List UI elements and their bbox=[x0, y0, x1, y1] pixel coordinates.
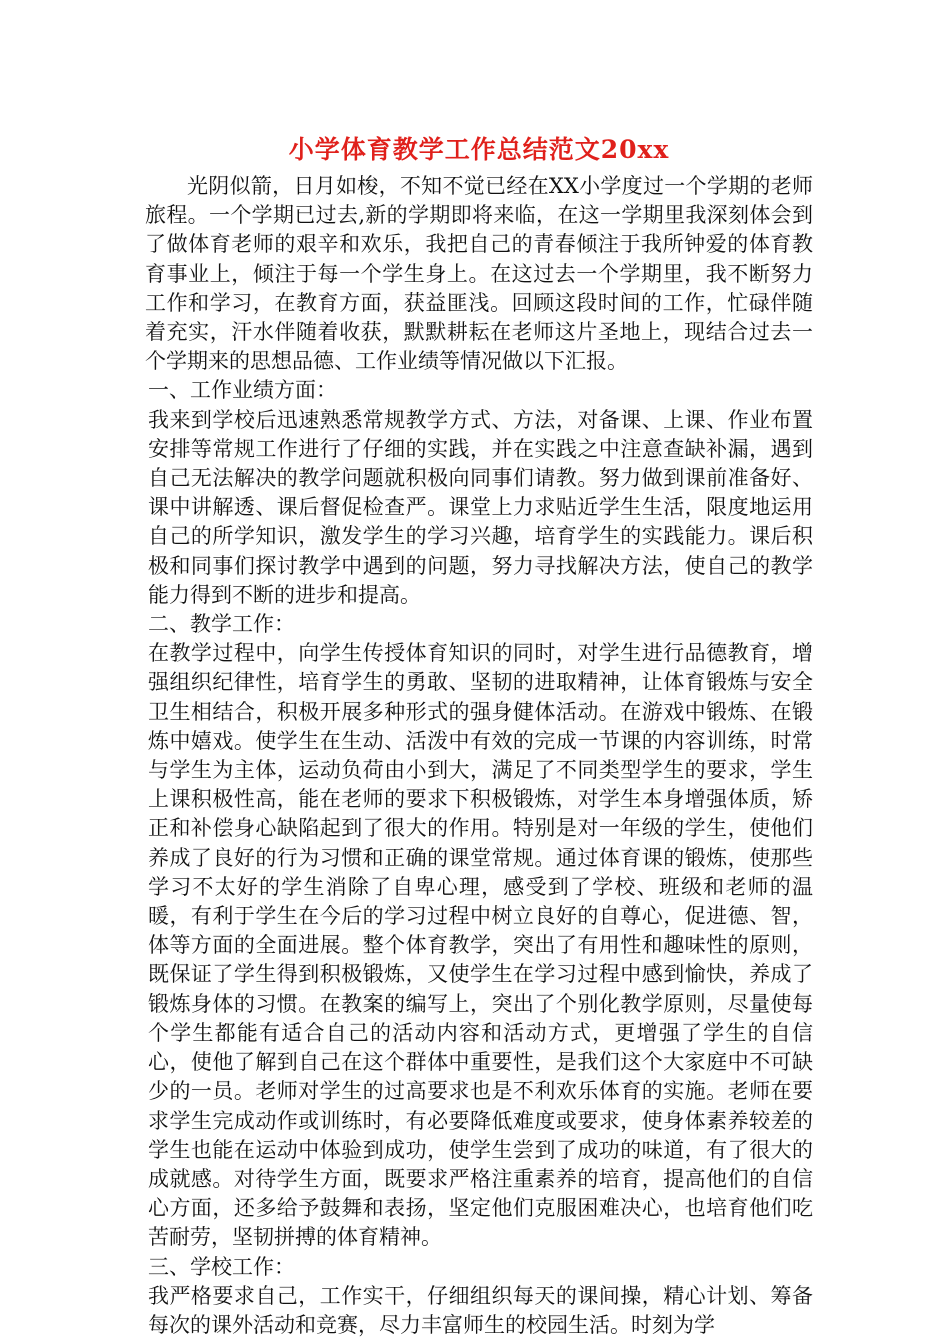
section-teaching-work bbox=[145, 610, 813, 1252]
section-paragraph: 在教学过程中，向学生传授体育知识的同时，对学生进行品德教育，增强组织纪律性，培育学生的勇敢、坚韧的进取精神，让体育锻炼与安全卫生相结合，积极开展多种形式的强身健体活动。在游戏中锻炼、在锻炼中嬉戏。使学生在生动、活泼中有效的完成一节课的内容训练，时常与学生为主体，运动负荷由小到大，满足了不同类型学生的要求，学生上课积极性高，能在老师的要求下积极锻炼，对学生本身增强体质，矫正和补偿身心缺陷起到了很大的作用。特别是对一年级的学生，使他们养成了良好的行为习惯和正确的课堂常规。通过体育课的锻炼，使那些学习不太好的学生消除了自卑心理，感受到了学校、班级和老师的温暖，有利于学生在今后的学习过程中树立良好的自尊心，促进德、智，体等方面的全面进展。整个体育教学，突出了有用性和趣味性的原则，既保证了学生得到积极锻炼，又使学生在学习过程中感到愉快，养成了锻炼身体的习惯。在教案的编写上，突出了个别化教学原则，尽量使每个学生都能有适合自己的活动内容和活动方式，更增强了学生的自信心，使他了解到自己在这个群体中重要性，是我们这个大家庭中不可缺少的一员。老师对学生的过高要求也是不利欢乐体育的实施。老师在要求学生完成动作或训练时，有必要降低难度或要求，使身体素养较差的学生也能在运动中体验到成功，使学生尝到了成功的味道，有了很大的成就感。对待学生方面，既要求严格注重素养的培育，提高他们的自信心方面，还多给予鼓舞和表扬，坚定他们克服困难决心，也培育他们吃苦耐劳，坚韧拼搏的体育精神。 bbox=[148, 641, 813, 1250]
document-title: 小学体育教学工作总结范文20xx bbox=[288, 135, 670, 164]
section-heading: 一、工作业绩方面： bbox=[148, 378, 337, 403]
section-paragraph: 我严格要求自己，工作实干，仔细组织每天的课间操，精心计划、筹备每次的课外活动和竞赛，尽力丰富师生的校园生活。时刻为学 bbox=[148, 1283, 813, 1337]
section-school-work bbox=[145, 1253, 813, 1341]
intro-paragraph: 光阴似箭，日月如梭，不知不觉已经在XX小学度过一个学期的老师旅程。一个学期已过去,新的学期即将来临，在这一学期里我深刻体会到了做体育老师的艰辛和欢乐，我把自己的青春倾注于我所钟爱的体育教育事业上，倾注于每一个学生身上。在这过去一个学期里，我不断努力工作和学习，在教育方面，获益匪浅。回顾这段时间的工作，忙碌伴随着充实，汗水伴随着收获，默默耕耘在老师这片圣地上，现结合过去一个学期来的思想品德、工作业绩等情况做以下汇报。 bbox=[145, 174, 813, 374]
section-heading: 三、学校工作： bbox=[148, 1254, 295, 1279]
section-work-performance bbox=[145, 376, 813, 610]
section-paragraph: 我来到学校后迅速熟悉常规教学方式、方法，对备课、上课、作业布置安排等常规工作进行了仔细的实践，并在实践之中注意查缺补漏，遇到自己无法解决的教学问题就积极向同事们请教。努力做到课前准备好、课中讲解透、课后督促检查严。课堂上力求贴近学生生活，限度地运用自己的所学知识，激发学生的学习兴趣，培育学生的实践能力。课后积极和同事们探讨教学中遇到的问题，努力寻找解决方法，使自己的教学能力得到不断的进步和提高。 bbox=[148, 407, 813, 607]
section-heading: 二、教学工作： bbox=[148, 612, 295, 637]
document-page bbox=[145, 130, 813, 1340]
